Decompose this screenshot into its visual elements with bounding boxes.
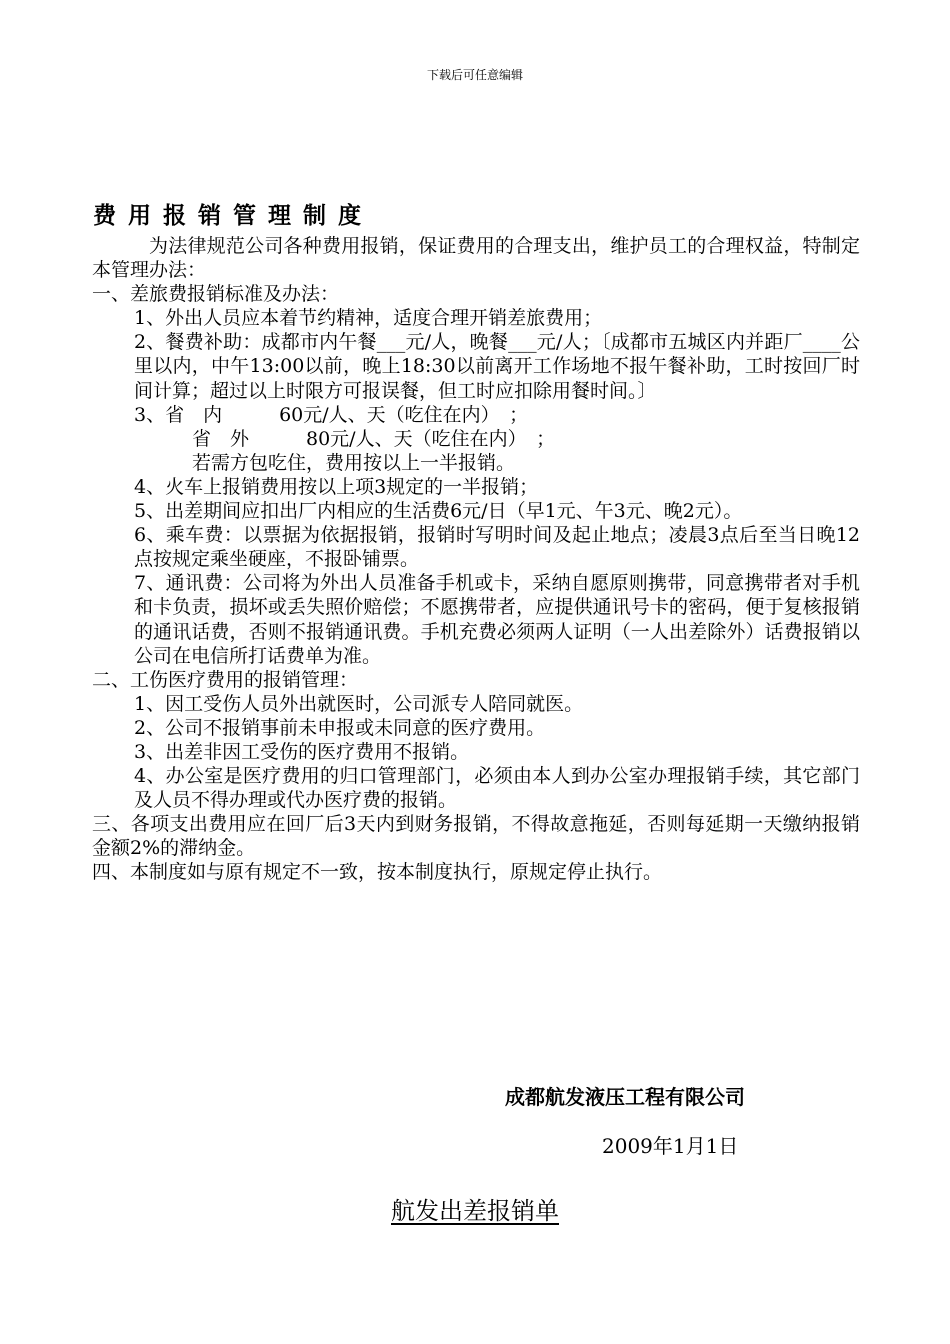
intro-paragraph: 为法律规范公司各种费用报销，保证费用的合理支出，维护员工的合理权益，特制定本管理办法： bbox=[92, 235, 860, 282]
section-1-item-2: 2、餐费补助：成都市内午餐___元/人，晚餐___元/人；〔成都市五城区内并距厂____公里以内，中午13:00以前，晚上18:30以前离开工作场地不报午餐补助，工时按回厂时间计算；超过以上时限方可报误餐，但工时应扣除用餐时间。〕 bbox=[134, 331, 860, 402]
section-2-heading: 二、工伤医疗费用的报销管理： bbox=[92, 668, 359, 691]
section-3: 三、各项支出费用应在回厂后3天内到财务报销，不得故意拖延，否则每延期一天缴纳报销金额2%的滞纳金。 bbox=[92, 813, 860, 860]
section-1-heading: 一、差旅费报销标准及办法： bbox=[92, 283, 340, 306]
section-1-item-3-note: 若需方包吃住，费用按以上一半报销。 bbox=[192, 451, 516, 474]
document-title: 费用报销管理制度 bbox=[93, 203, 373, 229]
section-1-item-3-domestic: 3、省 内 60元/人、天（吃住在内） ； bbox=[134, 403, 529, 426]
section-1-item-6: 6、乘车费：以票据为依据报销，报销时写明时间及起止地点；凌晨3点后至当日晚12点按规定乘坐硬座，不报卧铺票。 bbox=[134, 524, 860, 571]
page-header: 下载后可任意编辑 bbox=[426, 68, 523, 82]
section-2-item-4: 4、办公室是医疗费用的归口管理部门，必须由本人到办公室办理报销手续，其它部门及人员不得办理或代办医疗费的报销。 bbox=[134, 765, 860, 812]
section-1-item-7: 7、通讯费：公司将为外出人员准备手机或卡，采纳自愿原则携带，同意携带者对手机和卡负责，损坏或丢失照价赔偿；不愿携带者，应提供通讯号卡的密码，便于复核报销的通讯话费，否则不报销通讯费。手机充费必须两人证明（一人出差除外）话费报销以公司在电信所打话费单为准。 bbox=[134, 572, 860, 667]
form-title-text: 航发出差报销单 bbox=[391, 1197, 559, 1225]
section-2-item-3: 3、出差非因工受伤的医疗费用不报销。 bbox=[134, 740, 470, 763]
section-1-item-5: 5、出差期间应扣出厂内相应的生活费6元/日（早1元、午3元、晚2元）。 bbox=[134, 500, 743, 523]
company-signature: 成都航发液压工程有限公司 bbox=[505, 1085, 745, 1109]
section-2-item-2: 2、公司不报销事前未申报或未同意的医疗费用。 bbox=[134, 716, 546, 739]
section-1-item-4: 4、火车上报销费用按以上项3规定的一半报销； bbox=[134, 475, 539, 498]
document-body bbox=[92, 234, 860, 885]
section-1-item-3-outside: 省 外 80元/人、天（吃住在内） ； bbox=[192, 427, 556, 450]
section-2-item-1: 1、因工受伤人员外出就医时，公司派专人陪同就医。 bbox=[134, 692, 584, 715]
section-4: 四、本制度如与原有规定不一致，按本制度执行，原规定停止执行。 bbox=[92, 861, 663, 884]
issue-date: 2009年1月1日 bbox=[602, 1134, 739, 1158]
section-1-item-1: 1、外出人员应本着节约精神，适度合理开销差旅费用； bbox=[134, 307, 603, 330]
form-title bbox=[0, 1191, 950, 1226]
